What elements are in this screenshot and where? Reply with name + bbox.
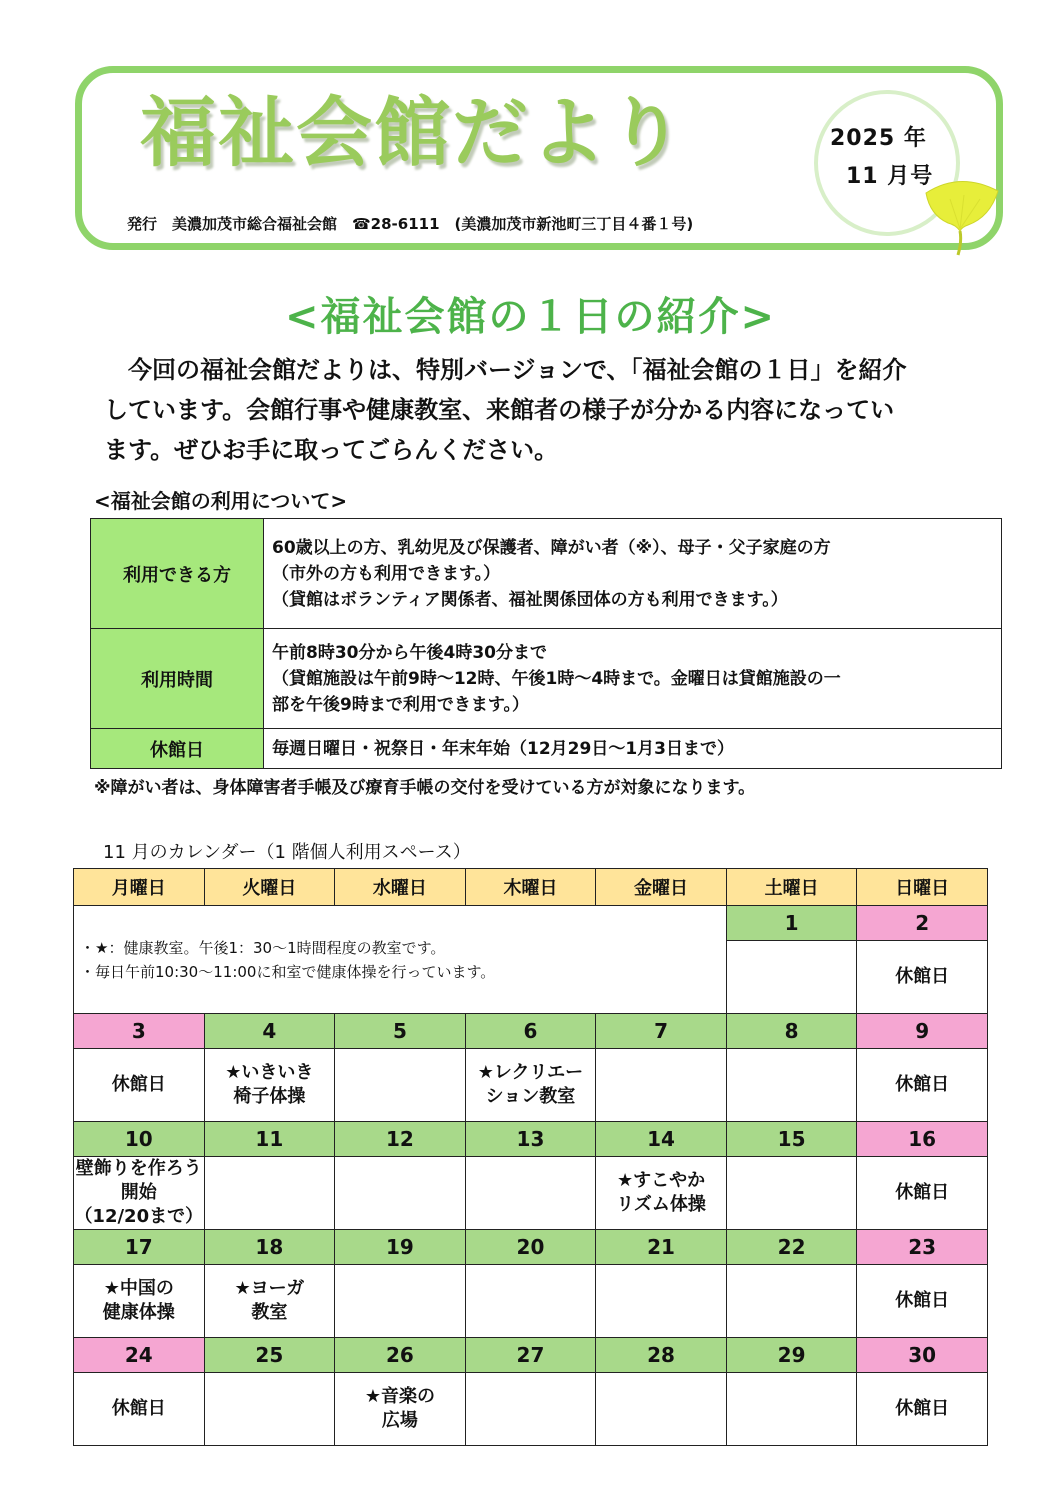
event-line: 休館日 [895, 1074, 950, 1095]
intro-line: しています。会館行事や健康教室、来館者の様子が分かる内容になってい [104, 396, 895, 424]
usage-label: 利用できる方 [91, 519, 264, 629]
usage-line: （貸館施設は午前9時～12時、午後1時～4時まで。金曜日は貸館施設の一 [272, 668, 841, 689]
newsletter-title: 福祉会館だより [140, 88, 686, 177]
event-cell [335, 1373, 466, 1446]
event-line: 開始 [120, 1182, 157, 1203]
weekday-header: 木曜日 [465, 869, 596, 906]
date-cell: 4 [204, 1014, 335, 1049]
event-cell [465, 1373, 596, 1446]
date-cell: 22 [726, 1230, 857, 1265]
usage-heading: <福祉会館の利用について> [94, 489, 348, 513]
event-line: 健康体操 [102, 1302, 175, 1323]
calendar-heading: 11 月のカレンダー（1 階個人利用スペース） [103, 842, 471, 863]
calendar-date-row [74, 1014, 988, 1049]
calendar-event-row [74, 1049, 988, 1122]
event-line: 椅子体操 [233, 1086, 306, 1107]
event-cell [335, 1049, 466, 1122]
event-line: ション教室 [485, 1086, 576, 1107]
issue-year: 2025 年 [830, 126, 927, 151]
calendar-notes [74, 906, 727, 1014]
weekday-header-row [74, 869, 988, 906]
event-line: 教室 [251, 1302, 288, 1323]
ginkgo-leaf-icon [920, 169, 1004, 257]
event-cell [335, 1265, 466, 1338]
event-line: （12/20まで） [74, 1206, 204, 1227]
calendar-date-row [74, 906, 988, 941]
event-cell [74, 1049, 205, 1122]
usage-content [264, 729, 1002, 769]
event-cell [204, 1373, 335, 1446]
weekday-header: 土曜日 [726, 869, 857, 906]
date-cell: 5 [335, 1014, 466, 1049]
event-cell [596, 1157, 727, 1230]
date-cell: 7 [596, 1014, 727, 1049]
event-cell [596, 1373, 727, 1446]
event-cell [596, 1265, 727, 1338]
calendar-event-row [74, 1265, 988, 1338]
usage-label: 休館日 [91, 729, 264, 769]
date-cell: 21 [596, 1230, 727, 1265]
date-cell: 30 [857, 1338, 988, 1373]
event-cell [596, 1049, 727, 1122]
calendar-note: ・★：健康教室。午後1：30～1時間程度の教室です。 [80, 938, 446, 957]
weekday-header: 日曜日 [857, 869, 988, 906]
event-cell [204, 1265, 335, 1338]
usage-row [91, 729, 1002, 769]
usage-content [264, 629, 1002, 729]
date-cell: 6 [465, 1014, 596, 1049]
event-line: ★中国の [103, 1278, 174, 1299]
event-cell [74, 1265, 205, 1338]
usage-line: 毎週日曜日・祝祭日・年末年始（12月29日～1月3日まで） [272, 738, 734, 759]
event-cell [204, 1049, 335, 1122]
event-cell [857, 1157, 988, 1230]
intro-line: ます。ぜひお手に取ってごらんください。 [104, 436, 559, 464]
intro-paragraph [104, 350, 1009, 470]
weekday-header: 金曜日 [596, 869, 727, 906]
usage-line: （市外の方も利用できます。） [272, 563, 501, 584]
usage-line: 60歳以上の方、乳幼児及び保護者、障がい者（※）、母子・父子家庭の方 [272, 537, 831, 558]
calendar-note: ・毎日午前10:30～11:00に和室で健康体操を行っています。 [80, 962, 496, 981]
date-cell: 9 [857, 1014, 988, 1049]
event-line: 休館日 [895, 1290, 950, 1311]
event-cell [465, 1265, 596, 1338]
date-cell: 2 [857, 906, 988, 941]
date-cell: 15 [726, 1122, 857, 1157]
usage-table [90, 518, 1002, 769]
usage-line: （貸館はボランティア関係者、福祉関係団体の方も利用できます。） [272, 589, 788, 610]
section-title: <福祉会館の１日の紹介> [284, 294, 777, 340]
event-cell [857, 1265, 988, 1338]
event-cell: 休館日 [857, 941, 988, 1014]
usage-row [91, 629, 1002, 729]
date-cell: 28 [596, 1338, 727, 1373]
date-cell: 19 [335, 1230, 466, 1265]
date-cell: 23 [857, 1230, 988, 1265]
date-cell: 11 [204, 1122, 335, 1157]
event-cell [726, 1373, 857, 1446]
issue-month: 11 月号 [846, 164, 934, 189]
event-cell [857, 1373, 988, 1446]
event-line: 壁飾りを作ろう [75, 1158, 202, 1179]
date-cell: 29 [726, 1338, 857, 1373]
date-cell: 16 [857, 1122, 988, 1157]
event-line: リズム体操 [616, 1194, 706, 1215]
event-line: ★すこやか [616, 1170, 706, 1191]
usage-line: 部を午後9時まで利用できます。） [272, 694, 529, 715]
usage-line: 午前8時30分から午後4時30分まで [272, 642, 547, 663]
event-line: ★音楽の [364, 1386, 435, 1407]
event-line: 広場 [381, 1410, 418, 1431]
publisher-info: 発行 美濃加茂市総合福祉会館 ☎28-6111 (美濃加茂市新池町三丁目４番１号) [127, 215, 694, 233]
event-cell [74, 1157, 205, 1230]
date-cell: 13 [465, 1122, 596, 1157]
calendar-date-row [74, 1122, 988, 1157]
calendar-event-row [74, 1373, 988, 1446]
date-cell: 8 [726, 1014, 857, 1049]
usage-content [264, 519, 1002, 629]
date-cell: 12 [335, 1122, 466, 1157]
event-cell [857, 1049, 988, 1122]
event-line: ★レクリエー [477, 1062, 584, 1083]
calendar-table [73, 868, 988, 1446]
date-cell: 25 [204, 1338, 335, 1373]
event-cell [74, 1373, 205, 1446]
date-cell: 26 [335, 1338, 466, 1373]
event-line: 休館日 [895, 1398, 950, 1419]
weekday-header: 火曜日 [204, 869, 335, 906]
usage-label: 利用時間 [91, 629, 264, 729]
date-cell: 18 [204, 1230, 335, 1265]
weekday-header: 月曜日 [74, 869, 205, 906]
event-cell [726, 941, 857, 1014]
usage-row [91, 519, 1002, 629]
date-cell: 14 [596, 1122, 727, 1157]
weekday-header: 水曜日 [335, 869, 466, 906]
event-cell [465, 1157, 596, 1230]
event-cell [726, 1049, 857, 1122]
event-line: 休館日 [111, 1398, 166, 1419]
event-line: ★いきいき [225, 1062, 314, 1083]
event-cell [465, 1049, 596, 1122]
date-cell: 24 [74, 1338, 205, 1373]
usage-footnote: ※障がい者は、身体障害者手帳及び療育手帳の交付を受けている方が対象になります。 [94, 778, 756, 798]
event-cell [204, 1157, 335, 1230]
event-cell [726, 1265, 857, 1338]
event-line: 休館日 [895, 1182, 950, 1203]
date-cell: 1 [726, 906, 857, 941]
intro-line: 今回の福祉会館だよりは、特別バージョンで、「福祉会館の１日」を紹介 [104, 356, 907, 384]
date-cell: 3 [74, 1014, 205, 1049]
date-cell: 17 [74, 1230, 205, 1265]
date-cell: 20 [465, 1230, 596, 1265]
event-line: 休館日 [111, 1074, 166, 1095]
event-line: ★ヨーガ [234, 1278, 305, 1299]
event-cell [335, 1157, 466, 1230]
calendar-date-row [74, 1230, 988, 1265]
header-frame [75, 66, 1003, 250]
date-cell: 27 [465, 1338, 596, 1373]
calendar-event-row [74, 1157, 988, 1230]
date-cell: 10 [74, 1122, 205, 1157]
calendar-date-row [74, 1338, 988, 1373]
event-cell [726, 1157, 857, 1230]
